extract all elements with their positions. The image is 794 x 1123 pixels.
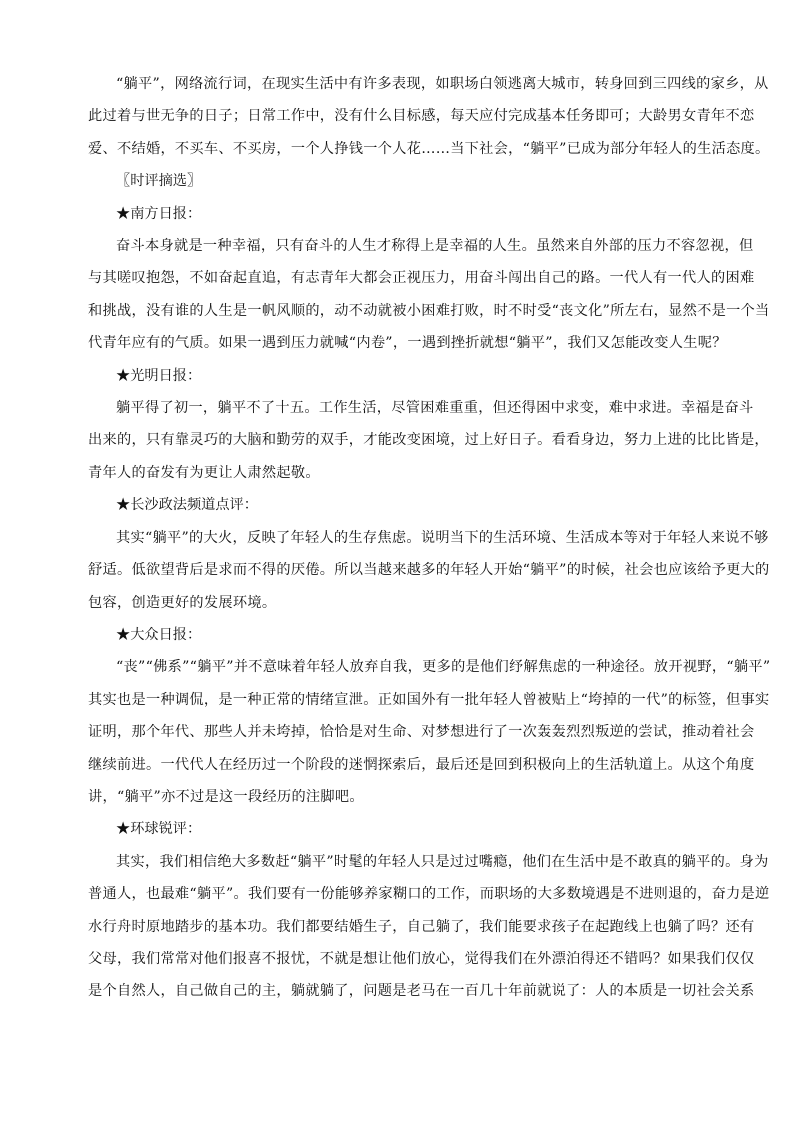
comment-line: 青年人的奋发有为更让人肃然起敬。 [88, 464, 320, 481]
comment-line: 其实，我们相信绝大多数赶“躺平”时髦的年轻人只是过过嘴瘾，他们在生活中是不敢真的躺平的。身为 [116, 853, 769, 870]
intro-paragraph [88, 68, 770, 165]
comment-line: 证明，那个年代、那些人并未垮掉，恰恰是对生命、对梦想进行了一次轰轰烈烈叛逆的尝试，推动着社会 [88, 724, 755, 741]
intro-line: 爱、不结婚，不买车、不买房，一个人挣钱一个人花……当下社会，“躺平”已成为部分年轻人的生活态度。 [88, 140, 770, 157]
document-content [88, 68, 771, 1008]
comment-line: 继续前进。一代代人在经历过一个阶段的迷惘探索后，最后还是回到积极向上的生活轨道上。从这个角度 [88, 756, 755, 773]
comment-source: ★环球锐评： [116, 821, 202, 838]
comment-body [88, 522, 770, 619]
comment-body [88, 392, 769, 489]
comment-line: 躺平得了初一，躺平不了十五。工作生活，尽管困难重重，但还得困中求变，难中求进。幸福是奋斗 [116, 400, 754, 417]
comment-line: 父母，我们常常对他们报喜不报忧，不就是想让他们放心，觉得我们在外漂泊得还不错吗？如果我们仅仅 [88, 950, 755, 967]
comment-line: 讲，“躺平”亦不过是这一段经历的注脚吧。 [88, 788, 364, 805]
comment-body [88, 651, 771, 813]
comment-source: ★长沙政法频道点评： [116, 497, 258, 514]
comment-source: ★大众日报： [116, 626, 202, 643]
comment-line: 是个自然人，自己做自己的主，躺就躺了，问题是老马在一百几十年前就说了：人的本质是一切社会关系 [88, 983, 755, 1000]
comment-line: “丧”“佛系”“躺平”并不意味着年轻人放弃自我，更多的是他们纾解焦虑的一种途径。放开视野，“躺平” [116, 659, 771, 676]
comment-line: 其实也是一种调侃，是一种正常的情绪宣泄。正如国外有一批年轻人曾被贴上“垮掉的一代”的标签，但事实 [88, 691, 770, 708]
comment-source: ★南方日报： [116, 205, 202, 222]
comment-line: 其实“躺平”的大火，反映了年轻人的生存焦虑。说明当下的生活环境、生活成本等对于年轻人来说不够 [116, 529, 769, 546]
comment-line: 水行舟时原地踏步的基本功。我们都要结婚生子，自己躺了，我们能要求孩子在起跑线上也躺了吗？还有 [88, 918, 755, 935]
comment-line: 代青年应有的气质。如果一遇到压力就喊“内卷”，一遇到挫折就想“躺平”，我们又怎能改变人生呢？ [88, 335, 727, 352]
comment-line: 和挑战，没有谁的人生是一帆风顺的，动不动就被小困难打败，时不时受“丧文化”所左右，显然不是一个当 [88, 302, 770, 319]
comment-body [88, 846, 770, 1008]
comment-line: 舒适。低欲望背后是求而不得的厌倦。所以当越来越多的年轻人开始“躺平”的时候，社会也应该给予更大的 [88, 562, 770, 579]
comment-line: 与其嗟叹抱怨，不如奋起直追，有志青年大都会正视压力，用奋斗闯出自己的路。一代人有一代人的困难 [88, 270, 755, 287]
comment-line: 奋斗本身就是一种幸福，只有奋斗的人生才称得上是幸福的人生。虽然来自外部的压力不容忽视，但 [116, 238, 754, 255]
section-title: 〖时评摘选〗 [116, 173, 202, 190]
comment-line: 普通人，也最难“躺平”。我们要有一份能够养家糊口的工作，而职场的大多数境遇是不进则退的，奋力是逆 [88, 886, 770, 903]
intro-line: 此过着与世无争的日子；日常工作中，没有什么目标感，每天应付完成基本任务即可；大龄男女青年不恋 [88, 108, 755, 125]
comment-line: 包容，创造更好的发展环境。 [88, 594, 277, 611]
comment-body [88, 230, 770, 360]
intro-line: “躺平”，网络流行词，在现实生活中有许多表现，如职场白领逃离大城市，转身回到三四线的家乡，从 [116, 76, 769, 92]
comment-source: ★光明日报： [116, 367, 202, 384]
comment-line: 出来的，只有靠灵巧的大脑和勤劳的双手，才能改变困境，过上好日子。看看身边，努力上进的比比皆是， [88, 432, 769, 449]
